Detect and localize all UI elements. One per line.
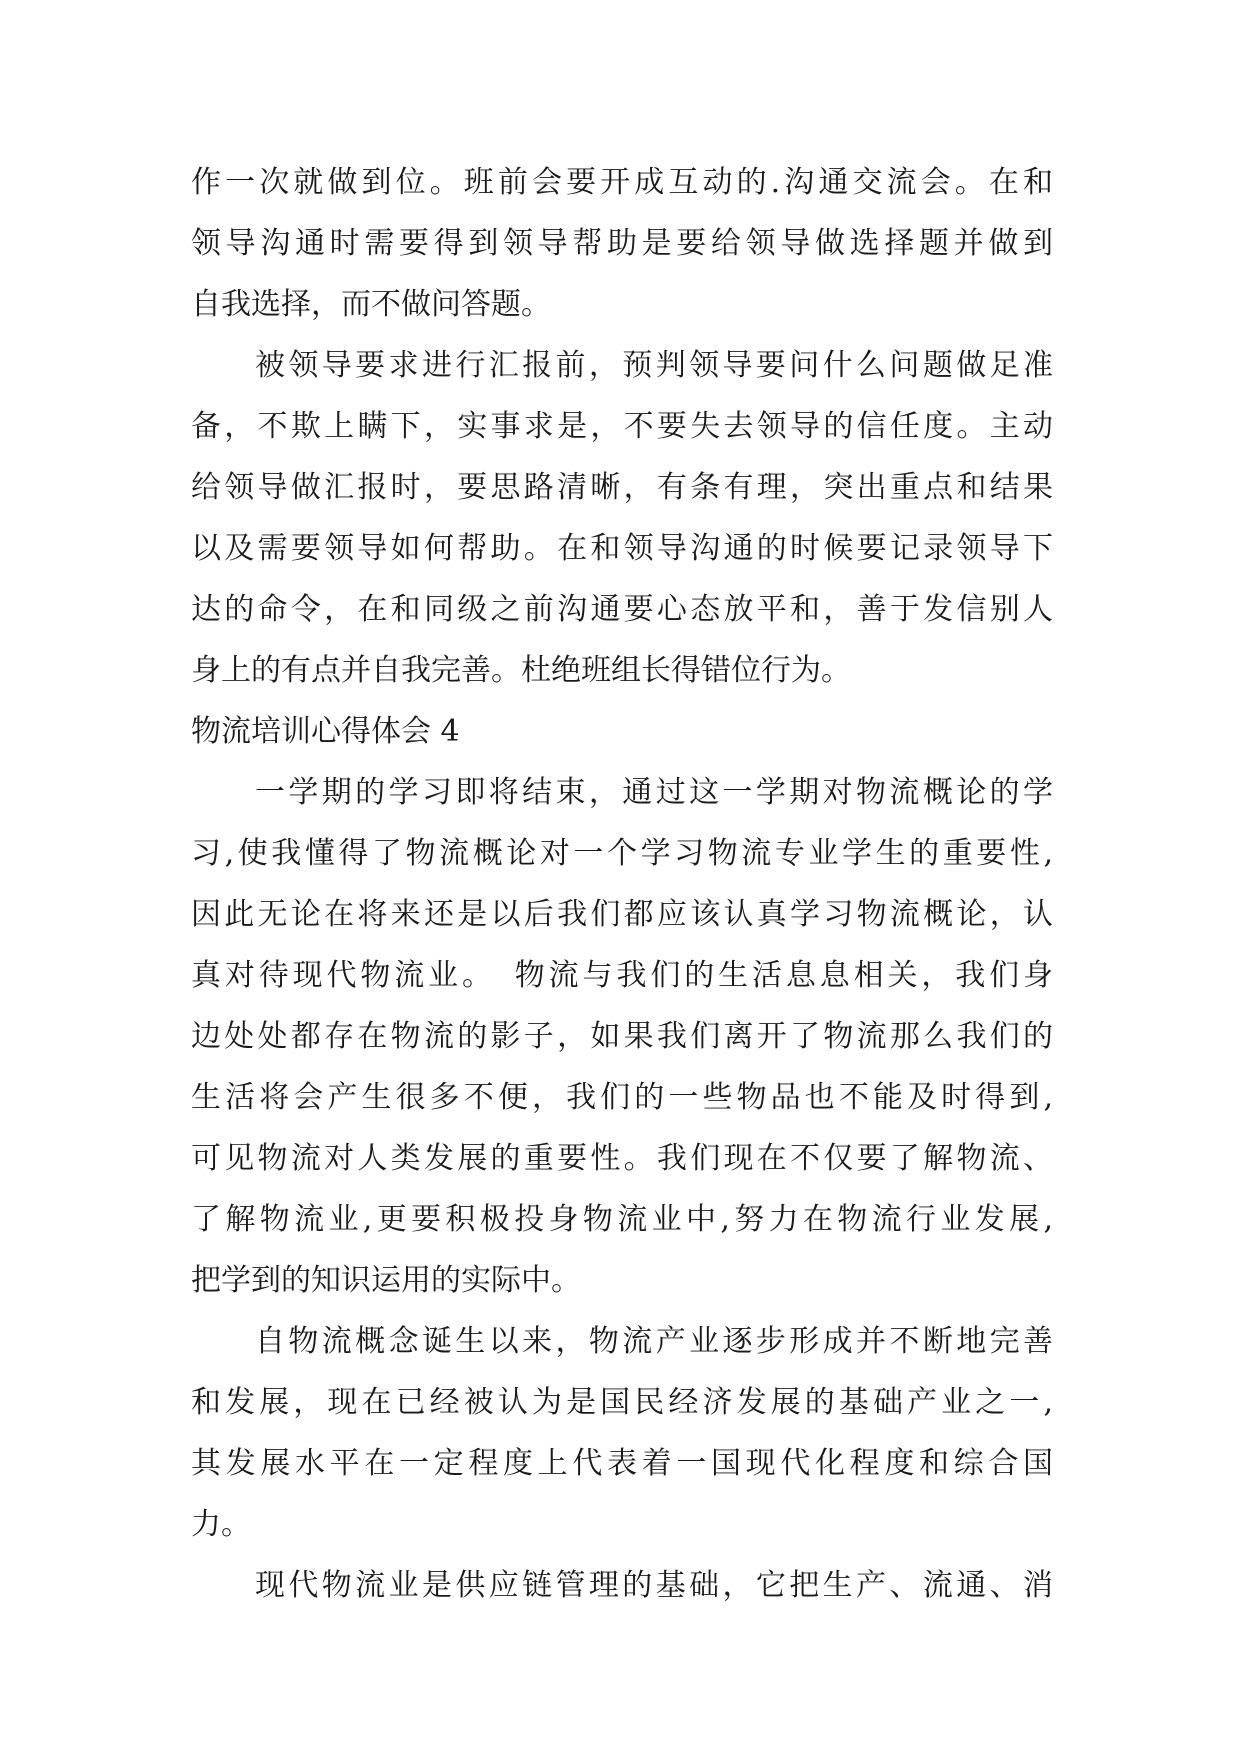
text-line: 被领导要求进行汇报前，预判领导要问什么问题做足准 xyxy=(255,348,1053,383)
text-line: 和发展，现在已经被认为是国民经济发展的基础产业之一, xyxy=(191,1385,1053,1420)
text-line: 领导沟通时需要得到领导帮助是要给领导做选择题并做到 xyxy=(191,226,1053,261)
text-line: 现代物流业是供应链管理的基础，它把生产、流通、消 xyxy=(255,1568,1053,1603)
text-line: 因此无论在将来还是以后我们都应该认真学习物流概论，认 xyxy=(191,897,1053,932)
section-heading: 物流培训心得体会 4 xyxy=(191,714,460,749)
text-line: 了解物流业,更要积极投身物流业中,努力在物流行业发展, xyxy=(191,1202,1053,1237)
text-line: 生活将会产生很多不便，我们的一些物品也不能及时得到, xyxy=(191,1080,1053,1115)
text-line: 边处处都存在物流的影子，如果我们离开了物流那么我们的 xyxy=(191,1019,1053,1054)
text-line: 备，不欺上瞒下，实事求是，不要失去领导的信任度。主动 xyxy=(191,409,1053,444)
text-line: 自我选择，而不做问答题。 xyxy=(191,287,551,322)
text-line: 以及需要领导如何帮助。在和领导沟通的时候要记录领导下 xyxy=(191,531,1053,566)
text-line: 给领导做汇报时，要思路清晰，有条有理，突出重点和结果 xyxy=(191,470,1053,505)
text-line: 身上的有点并自我完善。杜绝班组长得错位行为。 xyxy=(191,653,851,688)
text-line: 一学期的学习即将结束，通过这一学期对物流概论的学 xyxy=(255,775,1053,810)
text-line: 把学到的知识运用的实际中。 xyxy=(191,1263,581,1298)
text-line: 习,使我懂得了物流概论对一个学习物流专业学生的重要性, xyxy=(191,836,1053,871)
text-line: 达的命令，在和同级之前沟通要心态放平和，善于发信别人 xyxy=(191,592,1053,627)
text-line: 真对待现代物流业。 物流与我们的生活息息相关，我们身 xyxy=(191,958,1053,993)
text-line: 可见物流对人类发展的重要性。我们现在不仅要了解物流、 xyxy=(191,1141,1053,1176)
text-line: 作一次就做到位。班前会要开成互动的.沟通交流会。在和 xyxy=(191,165,1053,200)
text-line: 力。 xyxy=(191,1507,251,1542)
text-line: 自物流概念诞生以来，物流产业逐步形成并不断地完善 xyxy=(255,1324,1053,1359)
text-line: 其发展水平在一定程度上代表着一国现代化程度和综合国 xyxy=(191,1446,1053,1481)
document-page xyxy=(191,152,1053,1616)
